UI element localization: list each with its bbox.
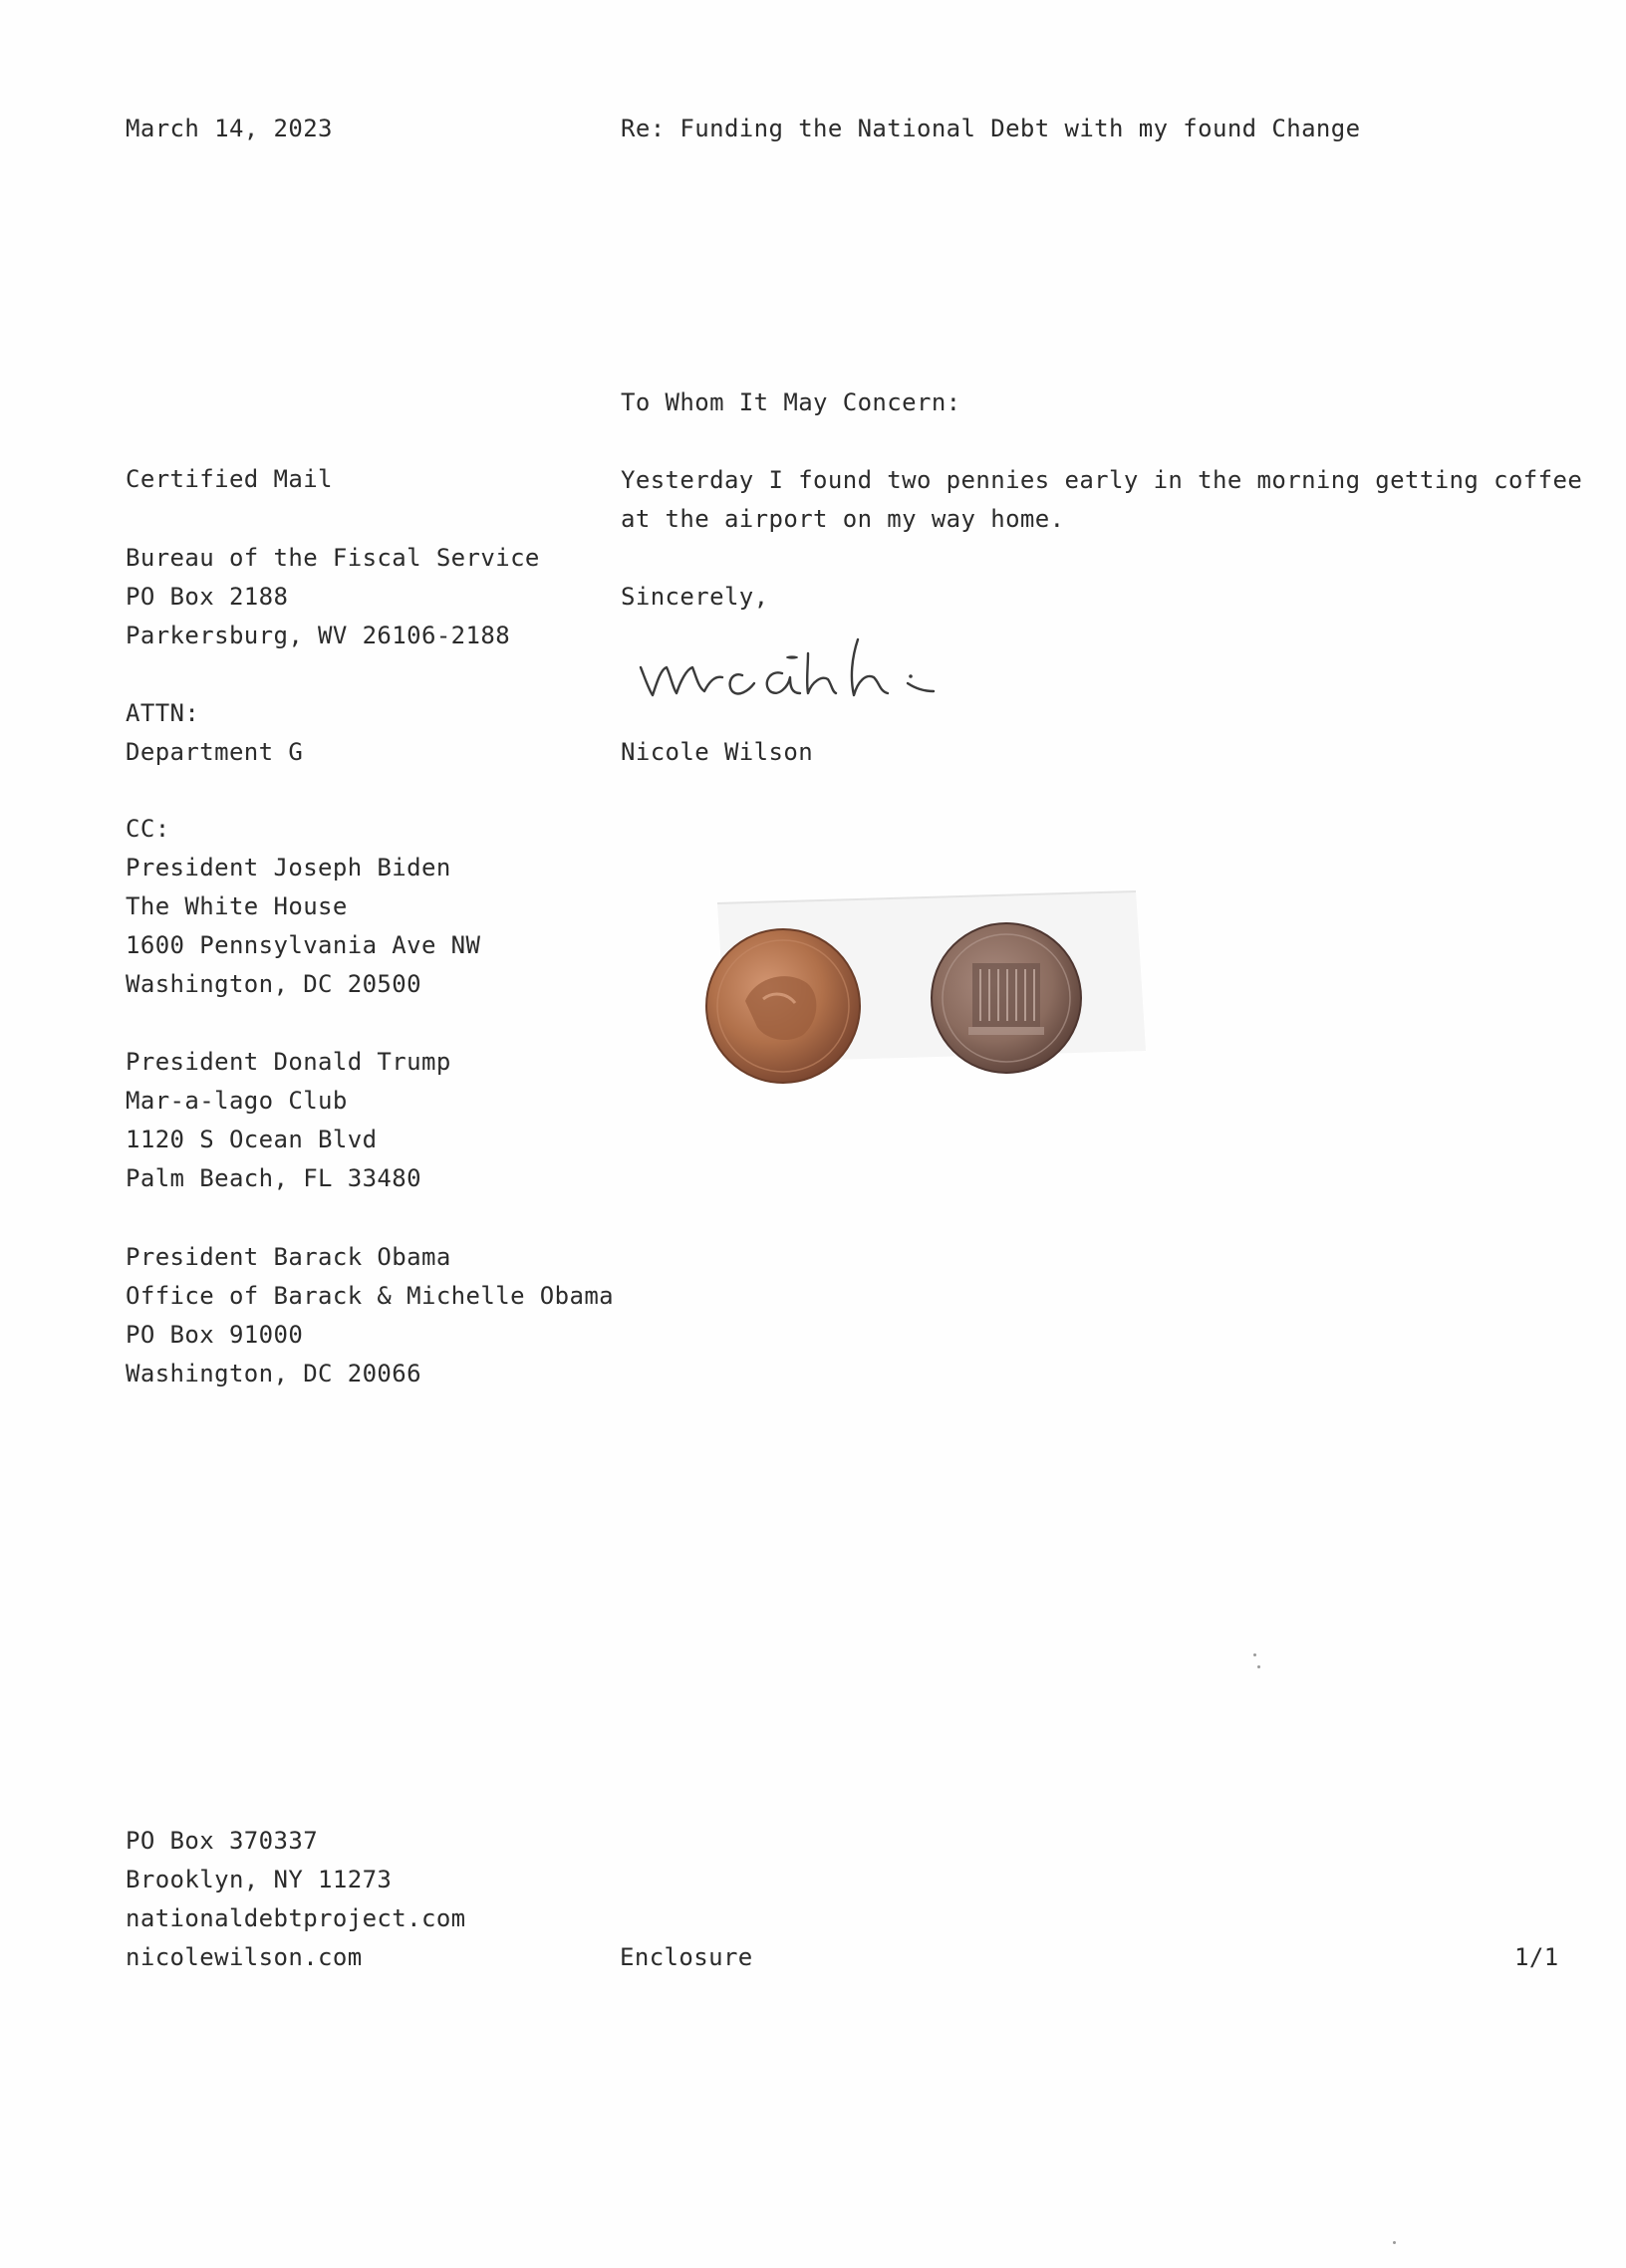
cc-line: President Donald Trump: [126, 1048, 451, 1076]
recipient-address-line: Parkersburg, WV 26106-2188: [126, 622, 511, 649]
cc-block-obama: [126, 1238, 614, 1393]
cc-block-biden: [126, 810, 480, 1004]
sender-line: nationaldebtproject.com: [126, 1904, 466, 1932]
cc-line: President Joseph Biden: [126, 854, 451, 882]
scan-speck: [1257, 1665, 1260, 1668]
attn-department: Department G: [126, 738, 304, 766]
enclosure-label: Enclosure: [620, 1943, 753, 1971]
recipient-address: [126, 539, 540, 655]
body-line: at the airport on my way home.: [621, 505, 1065, 533]
cc-line: PO Box 91000: [126, 1321, 304, 1349]
sender-address: [126, 1822, 466, 1977]
cc-line: Washington, DC 20066: [126, 1360, 421, 1387]
sender-line: PO Box 370337: [126, 1827, 319, 1855]
cc-label: CC:: [126, 815, 170, 843]
scan-speck: [1253, 1653, 1256, 1656]
cc-line: 1120 S Ocean Blvd: [126, 1126, 378, 1153]
cc-line: 1600 Pennsylvania Ave NW: [126, 931, 481, 959]
penny-tails: [932, 923, 1081, 1073]
cc-line: Washington, DC 20500: [126, 970, 421, 998]
page-number: 1/1: [1514, 1943, 1559, 1971]
signature-image: [623, 618, 1001, 717]
sender-line: Brooklyn, NY 11273: [126, 1866, 393, 1893]
letter-subject: Re: Funding the National Debt with my found Change: [621, 115, 1361, 142]
recipient-address-line: PO Box 2188: [126, 583, 289, 611]
sender-line: nicolewilson.com: [126, 1943, 363, 1971]
cc-line: Palm Beach, FL 33480: [126, 1164, 421, 1192]
closing: Sincerely,: [621, 583, 769, 611]
penny-heads: [706, 929, 860, 1083]
attn-label: ATTN:: [126, 699, 200, 727]
salutation: To Whom It May Concern:: [621, 388, 961, 416]
body-line: Yesterday I found two pennies early in the morning getting coffee: [621, 466, 1583, 494]
signer-name: Nicole Wilson: [621, 738, 814, 766]
cc-line: The White House: [126, 892, 348, 920]
letter-date: March 14, 2023: [126, 115, 333, 142]
attention-block: [126, 694, 303, 772]
cc-line: President Barack Obama: [126, 1243, 451, 1271]
cc-block-trump: [126, 1043, 451, 1198]
scan-speck: [1393, 2241, 1396, 2244]
cc-line: Office of Barack & Michelle Obama: [126, 1282, 615, 1310]
pennies-photo: [687, 882, 1156, 1101]
recipient-address-line: Bureau of the Fiscal Service: [126, 544, 540, 572]
body-paragraph: [621, 461, 1582, 539]
cc-line: Mar-a-lago Club: [126, 1087, 348, 1115]
delivery-method: Certified Mail: [126, 465, 333, 493]
